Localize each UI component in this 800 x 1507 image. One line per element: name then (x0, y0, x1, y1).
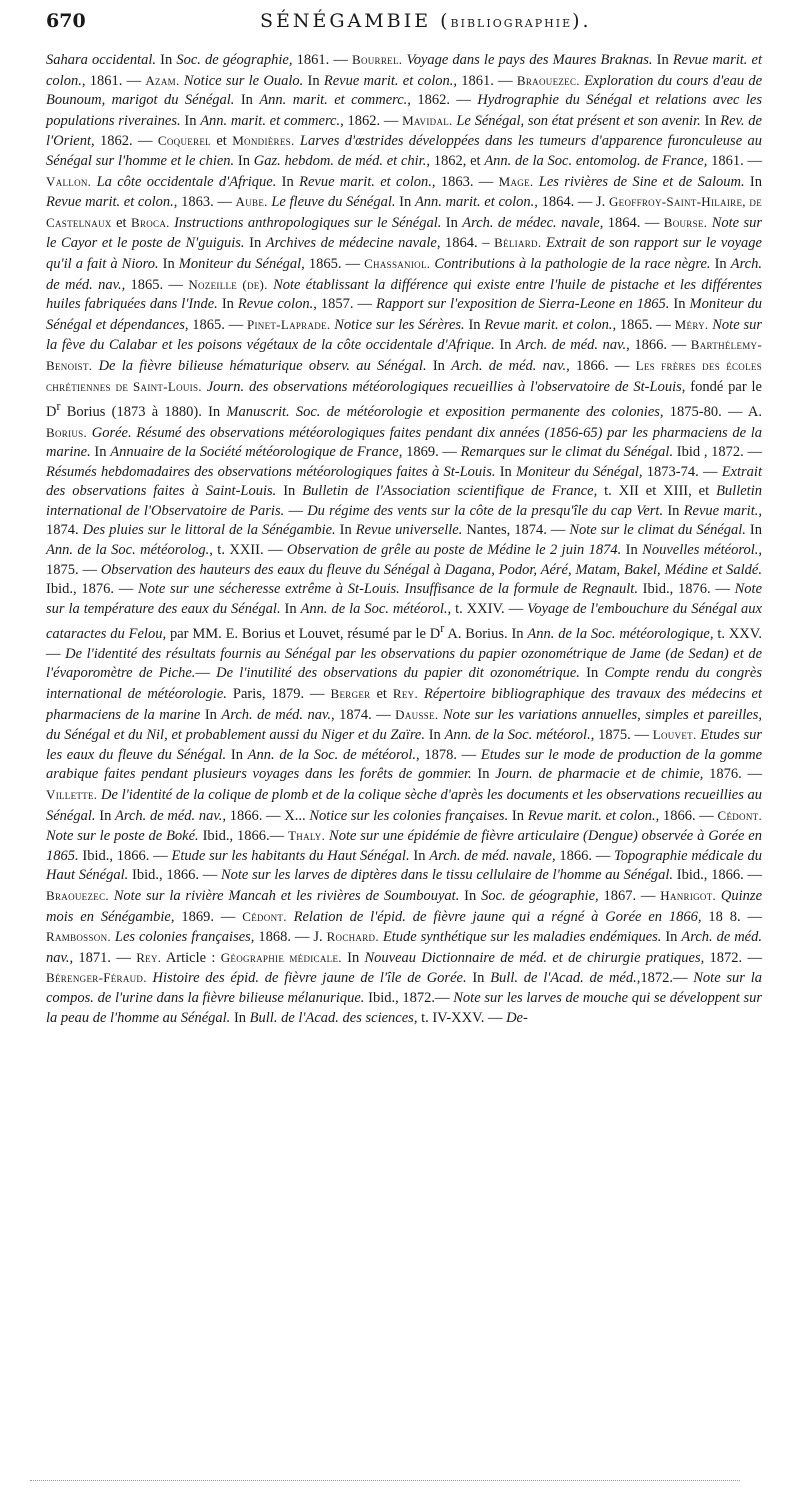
running-title (176, 10, 762, 32)
footer-rule (30, 1480, 740, 1481)
running-title-sub: BIBLIOGRAPHIE (450, 17, 573, 30)
bibliography-text: Sahara occidental. In Soc. de géographie, 1861. — Bourrel. Voyage dans le pays des Maures Braknas. In Revue marit. et colon., 1861. — Azam. Notice sur le Oualo. In Revue marit. et colon., 1861. — Braouezec. Exploration du cours d'eau de Bounoum, marigot du Sénégal. In Ann. marit. et commerc., 1862. — Hydrographie du Sénégal et relations avec les populations riveraines. In Ann. marit. et commerc., 1862. — Mavidal. Le Sénégal, son état présent et son avenir. In Rev. de l'Orient, 1862. — Coquerel et Mondières. Larves d'œstrides développées dans les tumeurs d'apparence furonculeuse au Sénégal sur l'homme et le chien. In Gaz. hebdom. de méd. et chir., 1862, et Ann. de la Soc. entomolog. de France, 1861. — Vallon. La côte occidentale d'Afrique. In Revue marit. et colon., 1863. — Mage. Les rivières de Sine et de Saloum. In Revue marit. et colon., 1863. — Aube. Le fleuve du Sénégal. In Ann. marit. et colon., 1864. — J. Geoffroy-Saint-Hilaire, de Castelnaux et Broca. Instructions anthropologiques sur le Sénégal. In Arch. de médec. navale, 1864. — Bourse. Note sur le Cayor et le poste de N'guiguis. In Archives de médecine navale, 1864. – Béliard. Extrait de son rapport sur le voyage qu'il a fait à Nioro. In Moniteur du Sénégal, 1865. — Chassaniol. Contributions à la pathologie de la race nègre. In Arch. de méd. nav., 1865. — Nozeille (de). Note établissant la différence qui existe entre l'huile de pistache et les différentes huiles fabriquées dans l'Inde. In Revue colon., 1857. — Rapport sur l'exposition de Sierra-Leone en 1865. In Moniteur du Sénégal et dépendances, 1865. — Pinet-Laprade. Notice sur les Sérères. In Revue marit. et colon., 1865. — Méry. Note sur la fève du Calabar et les poisons végétaux de la côte occidentale d'Afrique. In Arch. de méd. nav., 1866. — Barthélemy-Benoist. De la fièvre bilieuse hématurique observ. au Sénégal. In Arch. de méd. nav., 1866. — Les frères des écoles chrétiennes de Saint-Louis. Journ. des observations météorologiques recueillies à l'observatoire de St-Louis, fondé par le $D^r$ Borius (1873 à 1880). In Manuscrit. Soc. de météorologie et exposition permanente des colonies, 1875-80. — A. Borius. Gorée. Résumé des observations météorologiques faites pendant dix années (1856-65) par les pharmaciens de la marine. In Annuaire de la Société météorologique de France, 1869. — Remarques sur le climat du Sénégal. Ibid , 1872. — Résumés hebdomadaires des observations météorologiques faites à St-Louis. In Moniteur du Sénégal, 1873-74. — Extrait des observations faites à Saint-Louis. In Bulletin de l'Association scientifique de France, t. XII et XIII, et Bulletin international de l'Observatoire de Paris. — Du régime des vents sur la côte de la presqu'île du cap Vert. In Revue marit., 1874. Des pluies sur le littoral de la Sénégambie. In Revue universelle. Nantes, 1874. — Note sur le climat du Sénégal. In Ann. de la Soc. météorolog., t. XXII. — Observation de grêle au poste de Médine le 2 juin 1874. In Nouvelles météorol., 1875. — Observation des hauteurs des eaux du fleuve du Sénégal à Dagana, Podor, Aéré, Matam, Bakel, Médine et Saldé. Ibid., 1876. — Note sur une sécheresse extrême à St-Louis. Insuffisance de la formule de Regnault. Ibid., 1876. — Note sur la température des eaux du Sénégal. In Ann. de la Soc. météorol., t. XXIV. — Voyage de l'embouchure du Sénégal aux cataractes du Felou, par MM. E. Borius et Louvet, résumé par le $D^r$ A. Borius. In Ann. de la Soc. météorologique, t. XXV.— De l'identité des résultats fournis au Sénégal par les observations du papier ozonométrique de Jame (de Sedan) et de l'évaporomètre de Piche.— De l'inutilité des observations du papier dit ozonométrique. In Compte rendu du congrès international de météorologie. Paris, 1879. — Berger et Rey. Répertoire bibliographique des travaux des médecins et pharmaciens de la marine In Arch. de méd. nav., 1874. — Dausse. Note sur les variations annuelles, simples et pareilles, du Sénégal et du Nil, et probablement aussi du Niger et du Zaïre. In Ann. de la Soc. météorol., 1875. — Louvet. Etudes sur les eaux du fleuve du Sénégal. In Ann. de la Soc. de météorol., 1878. — Etudes sur le mode de production de la gomme arabique faites pendant plusieurs voyages dans les forêts de gommier. In Journ. de pharmacie et de chimie, 1876. — Villette. De l'identité de la colique de plomb et de la colique sèche d'après les documents et les observations recueillies au Sénégal. In Arch. de méd. nav., 1866. — X... Notice sur les colonies françaises. In Revue marit. et colon., 1866. — Cédont. Note sur le poste de Boké. Ibid., 1866.— Thaly. Note sur une épidémie de fièvre articulaire (Dengue) observée à Gorée en 1865. Ibid., 1866. — Etude sur les habitants du Haut Sénégal. In Arch. de méd. navale, 1866. — Topographie médicale du Haut Sénégal. Ibid., 1866. — Note sur les larves de diptères dans le tissu cellulaire de l'homme au Sénégal. Ibid., 1866. — Braouezec. Note sur la rivière Mancah et les rivières de Soumbouyat. In Soc. de géographie, 1867. — Hanrigot. Quinze mois en Sénégambie, 1869. — Cédont. Relation de l'épid. de fièvre jaune qui a régné à Gorée en 1866, 18 8. — Rambosson. Les colonies françaises, 1868. — J. Rochard. Etude synthétique sur les maladies endémiques. In Arch. de méd. nav., 1871. — Rey. Article : Géographie médicale. In Nouveau Dictionnaire de méd. et de chirurgie pratiques, 1872. — Bérenger-Féraud. Histoire des épid. de fièvre jaune de l'île de Gorée. In Bull. de l'Acad. de méd.,1872.— Note sur la compos. de l'urine dans la fièvre bilieuse mélanurique. Ibid., 1872.— Note sur les larves de mouche qui se développent sur la peau de l'homme au Sénégal. In Bull. de l'Acad. des sciences, t. IV-XXV. — De- (46, 52, 763, 1026)
page-header (46, 10, 762, 50)
running-title-close: ). (572, 10, 592, 32)
page-number: 670 (46, 10, 86, 32)
running-title-main: SÉNÉGAMBIE ( (260, 10, 451, 32)
